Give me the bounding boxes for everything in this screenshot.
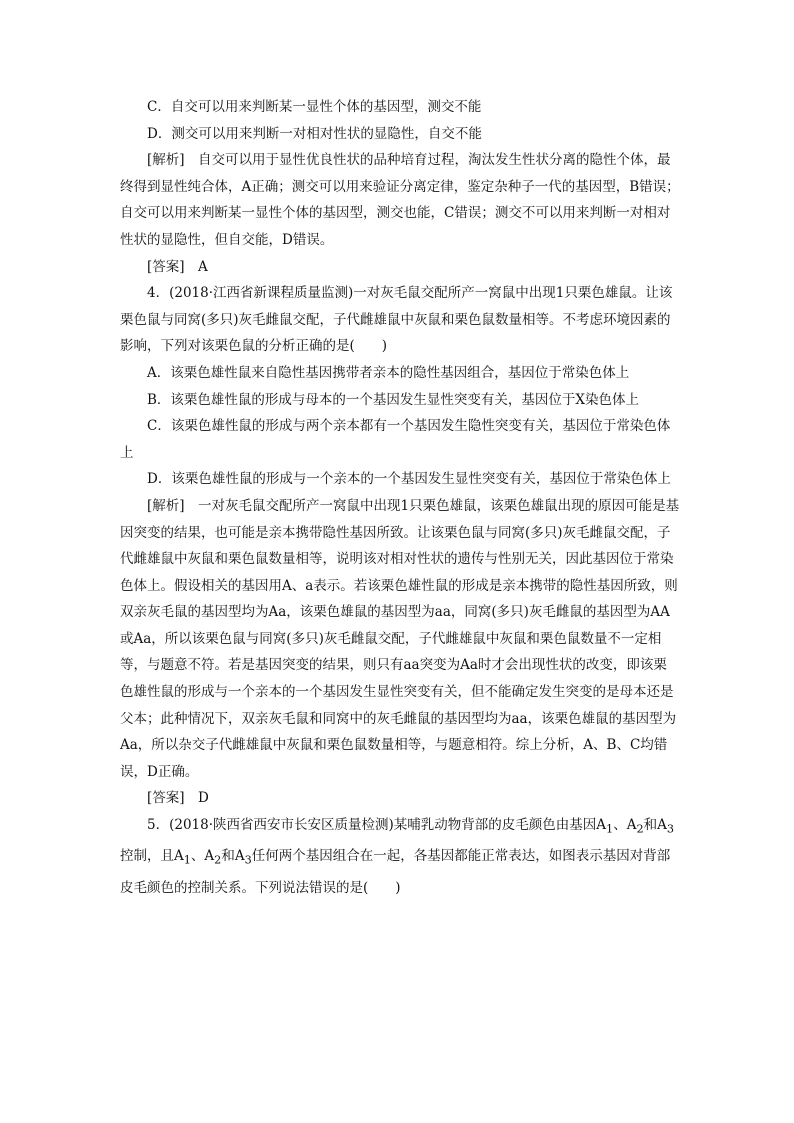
q4-option-b: B．该栗色雄性鼠的形成与母本的一个基因发生显性突变有关，基因位于X染色体上 [147, 391, 640, 408]
q5-stem-part: 、A [190, 848, 215, 865]
subscript: 1 [183, 854, 191, 867]
q5-stem-part: 、A [613, 817, 637, 834]
q5-stem-part: 任何两个基因组合在一起，各基因都能正常表达，如图表示基因对背部皮毛颜色的控制关系。下列说法错误的是( ) [120, 848, 671, 896]
q5-stem-part: 和A [643, 817, 667, 834]
q4-option-d: D．该栗色雄性鼠的形成与一个亲本的一个基因发生显性突变有关，基因位于常染色体上 [147, 471, 671, 488]
q4-option-c: C．该栗色雄性鼠的形成与两个亲本都有一个基因发生隐性突变有关，基因位于常染色体上 [120, 418, 671, 461]
subscript: 3 [666, 822, 675, 836]
q3-answer: [答案] A [147, 258, 208, 275]
q4-stem: 4．(2018·江西省新课程质量监测)一对灰毛鼠交配所产一窝鼠中出现1只栗色雄鼠。让该栗色鼠与同窝(多只)灰毛雌鼠交配，子代雌雄鼠中灰鼠和栗色鼠数量相等。不考虑环境因素的影响，下列对该栗色鼠的分析正确的是( ) [120, 285, 673, 355]
q5-stem-part: 和A [221, 848, 245, 865]
subscript: 2 [214, 854, 222, 867]
q3-option-c: C．自交可以用来判断某一显性个体的基因型，测交不能 [147, 99, 482, 115]
q5-stem [120, 812, 680, 901]
q4-answer: [答案] D [147, 790, 209, 807]
q5-stem-part: 控制，且A [120, 848, 184, 865]
subscript: 1 [606, 822, 614, 836]
q3-option-d: D．测交可以用来判断一对相对性状的显隐性，自交不能 [147, 125, 482, 142]
q4-analysis: [解析] 一对灰毛鼠交配所产一窝鼠中出现1只栗色雄鼠，该栗色雄鼠出现的原因可能是基因突变的结果，也可能是亲本携带隐性基因所致。让该栗色鼠与同窝(多只)灰毛雌鼠交配，子代雌雄鼠中灰鼠和栗色鼠数量相等，说明该对相对性状的遗传与性别无关，因此基因位于常染色体上。假设相关的基因用A、a表示。若该栗色雄性鼠的形成是亲本携带的隐性基因所致，则双亲灰毛鼠的基因型均为Aa，该栗色雄鼠的基因型为aa，同窝(多只)灰毛雌鼠的基因型为AA或Aa，所以该栗色鼠与同窝(多只)灰毛雌鼠交配，子代雌雄鼠中灰鼠和栗色鼠数量不一定相等，与题意不符。若是基因突变的结果，则只有aa突变为Aa时才会出现性状的改变，即该栗色雄性鼠的形成与一个亲本的一个基因发生显性突变有关，但不能确定发生突变的是母本还是父本；此种情况下，双亲灰毛鼠和同窝中的灰毛雌鼠的基因型均为aa，该栗色雄鼠的基因型为Aa，所以杂交子代雌雄鼠中灰鼠和栗色鼠数量相等，与题意相符。综上分析，A、B、C均错误，D正确。 [120, 497, 680, 780]
q3-analysis: [解析] 自交可以用于显性优良性状的品种培育过程，淘汰发生性状分离的隐性个体，最终得到显性纯合体，A正确；测交可以用来验证分离定律，鉴定杂种子一代的基因型，B错误；自交可以用来判断某一显性个体的基因型，测交也能，C错误；测交不可以用来判断一对相对性状的显隐性，但自交能，D错误。 [120, 152, 680, 248]
subscript: 3 [244, 854, 252, 867]
subscript: 2 [636, 822, 644, 836]
document-body [120, 94, 680, 901]
q4-option-a: A．该栗色雄性鼠来自隐性基因携带者亲本的隐性基因组合，基因位于常染色体上 [147, 364, 630, 381]
q5-stem-part: 5．(2018·陕西省西安市长安区质量检测)某哺乳动物背部的皮毛颜色由基因A [147, 817, 607, 834]
